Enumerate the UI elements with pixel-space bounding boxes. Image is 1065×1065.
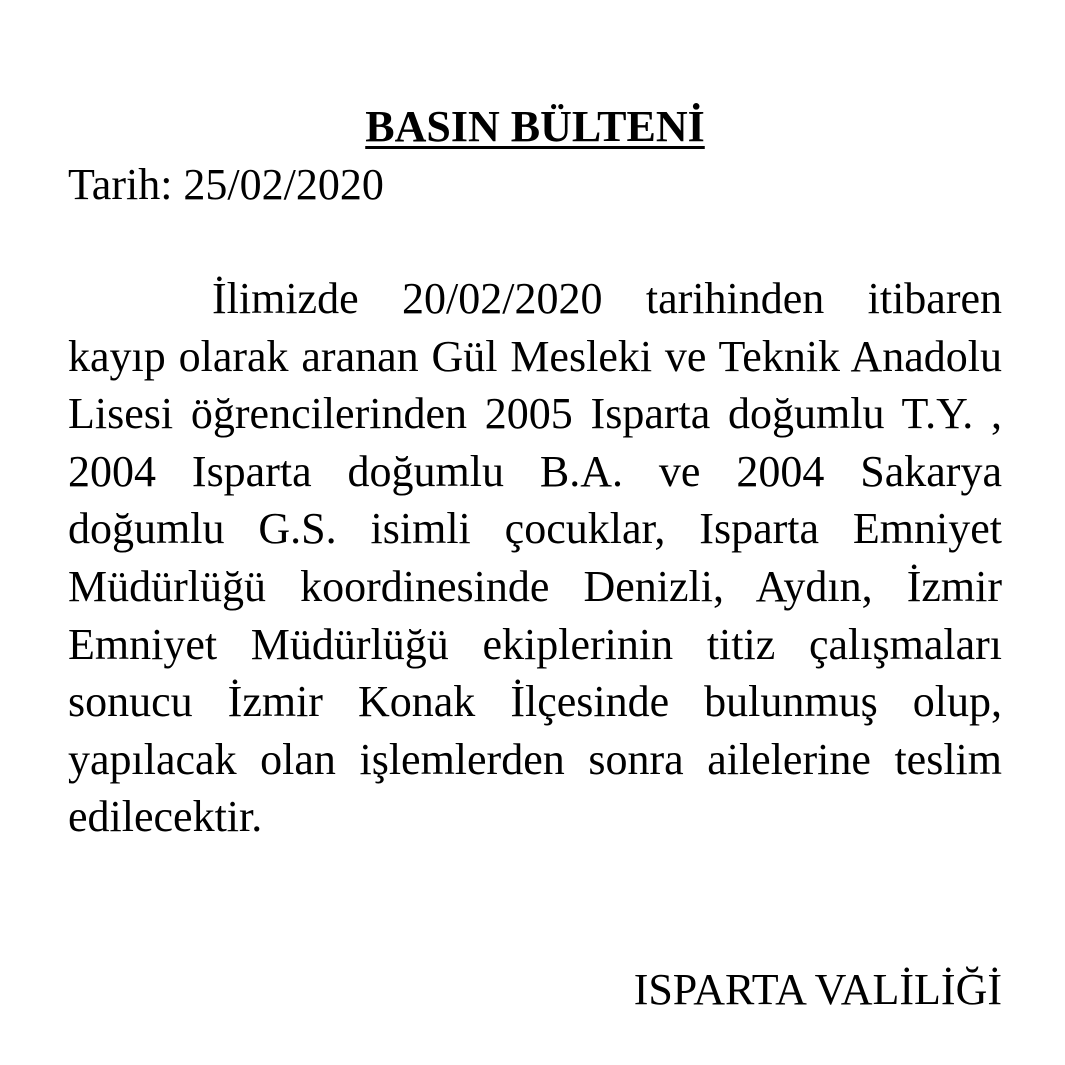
press-release-page [68, 0, 1002, 1065]
document-signature: ISPARTA VALİLİĞİ [633, 965, 1002, 1014]
document-title-text: BASIN BÜLTENİ [365, 102, 705, 151]
document-body: İlimizde 20/02/2020 tarihinden itibaren kayıp olarak aranan Gül Mesleki ve Teknik Anadolu Lisesi öğrencilerinden 2005 Isparta doğumlu T.Y. , 2004 Isparta doğumlu B.A. ve 2004 Sakarya doğumlu G.S. isimli çocuklar, Isparta Emniyet Müdürlüğü koordinesinde Denizli, Aydın, İzmir Emniyet Müdürlüğü ekiplerinin titiz çalışmaları sonucu İzmir Konak İlçesinde bulunmuş olup, yapılacak olan işlemlerden sonra ailelerine teslim edilecektir. [68, 274, 1002, 842]
document-title [68, 97, 1002, 157]
document-date: Tarih: 25/02/2020 [68, 160, 384, 209]
